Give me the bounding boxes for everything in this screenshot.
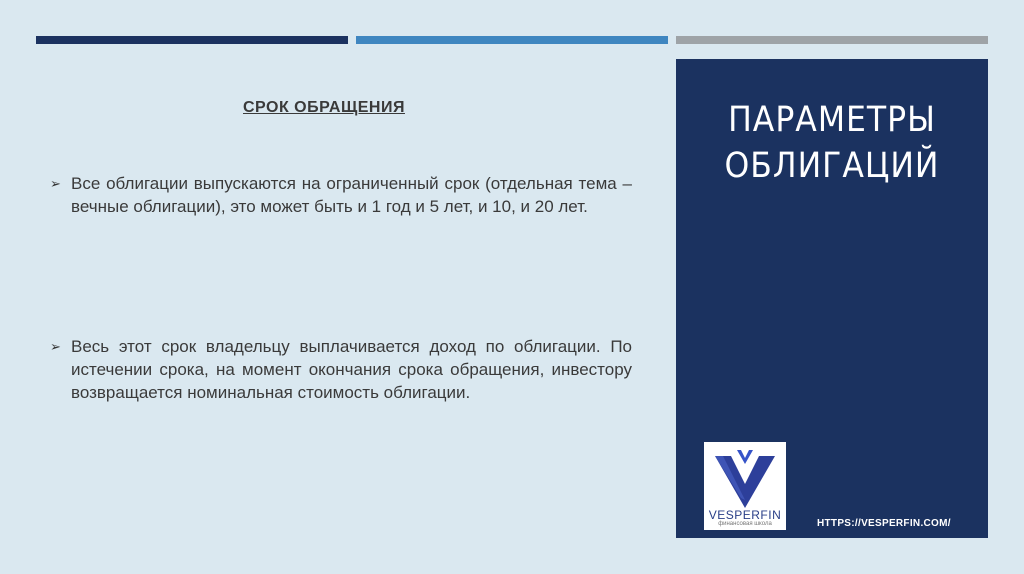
logo-v-icon — [713, 450, 777, 508]
vesperfin-logo — [704, 442, 786, 530]
title-panel — [676, 59, 988, 538]
slide-title-line1: ПАРАМЕТРЫ — [728, 100, 936, 140]
logo-name: VESPERFIN — [708, 508, 782, 522]
bullet-item — [50, 335, 632, 404]
arrowhead-icon: ➢ — [50, 176, 61, 191]
top-bar-navy — [36, 36, 348, 44]
arrowhead-icon: ➢ — [50, 339, 61, 354]
top-bar-blue — [356, 36, 668, 44]
section-heading: СРОК ОБРАЩЕНИЯ — [243, 99, 405, 116]
bullet-text: Весь этот срок владельцу выплачивается доход по облигации. По истечении срока, на момент окончания срока обращения, инвестору возвращается номинальная стоимость облигации. — [71, 337, 632, 402]
bullet-item — [50, 172, 632, 218]
bullet-text: Все облигации выпускаются на ограниченный срок (отдельная тема – вечные облигации), это может быть и 1 год и 5 лет, и 10, и 20 лет. — [71, 174, 632, 216]
slide-title-line2: ОБЛИГАЦИЙ — [724, 146, 940, 186]
logo-tagline: финансовая школа — [718, 521, 772, 527]
website-url[interactable]: HTTPS://VESPERFIN.COM/ — [817, 518, 951, 529]
top-bar-gray — [676, 36, 988, 44]
slide-title — [676, 97, 988, 189]
